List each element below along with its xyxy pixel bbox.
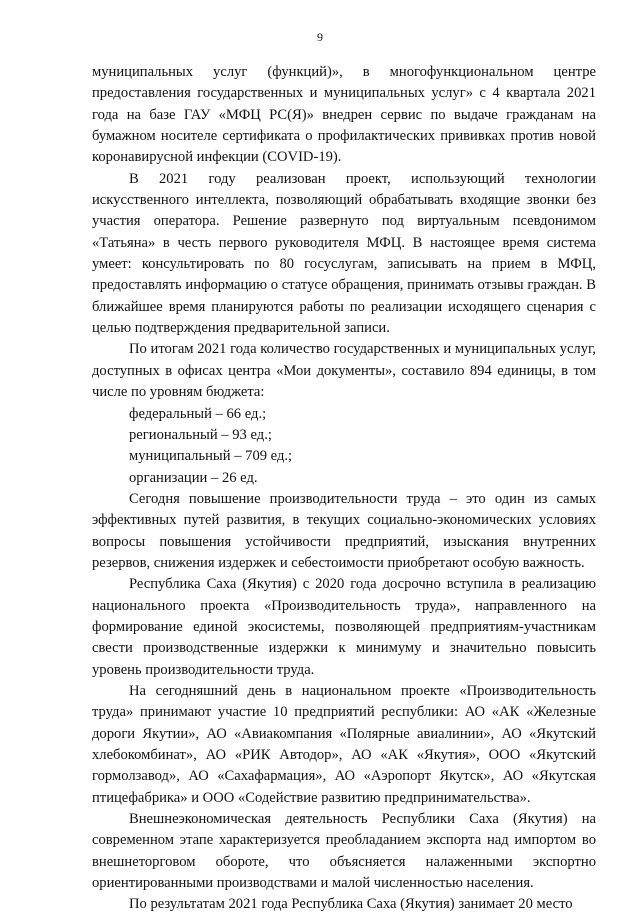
- paragraph-services-count: По итогам 2021 года количество государственных и муниципальных услуг, доступных в офисах центра «Мои документы», составило 894 единицы, в том числе по уровням бюджета:: [92, 341, 596, 401]
- paragraph-participants: На сегодняшний день в национальном проекте «Производительность труда» принимают участие 10 предприятий республики: АО «АК «Железные дороги Якутии», АО «Авиакомпания «Полярные авиалинии», АО «Якутский хлебокомбинат», АО «РИК Автодор», АО «АК «Якутия», ООО «Якутский гормолзавод», АО «Сахафармация», АО «Аэропорт Якутск», АО «Якутская птицефабрика» и ООО «Содействие развитию предпринимательства».: [92, 682, 596, 806]
- paragraph-productivity: Сегодня повышение производительности труда – это один из самых эффективных путей развития, в текущих социально-экономических условиях вопросы повышения устойчивости предприятий, изыскания внутренних резервов, снижения издержек и себестоимости приобретают особую важность.: [92, 490, 596, 571]
- list-item: муниципальный – 709 ед.;: [129, 448, 293, 465]
- list-item: федеральный – 66 ед.;: [129, 405, 267, 422]
- paragraph-foreign-trade: Внешнеэкономическая деятельность Республики Саха (Якутия) на современном этапе характеризуется преобладанием экспорта над импортом во внешнеторговом обороте, что объясняется налаженными экспортно ориентированными производствами и малой численностью населения.: [92, 811, 596, 892]
- paragraph-ai-project: В 2021 году реализован проект, использующий технологии искусственного интеллекта, позволяющий обрабатывать входящие звонки без участия оператора. Решение развернуто под виртуальным псевдонимом «Татьяна» в честь первого руководителя МФЦ. В настоящее время система умеет: консультировать по 80 госуслугам, записывать на прием в МФЦ, предоставлять информацию о статусе обращения, принимать отзывы граждан. В ближайшее время планируются работы по реализации исходящего сценария с целью подтверждения предварительной записи.: [92, 170, 596, 337]
- page-number: 9: [317, 30, 323, 44]
- document-body: [92, 62, 596, 916]
- paragraph-national-project: Республика Саха (Якутия) с 2020 года досрочно вступила в реализацию национального проекта «Производительность труда», направленного на формирование единой экосистемы, позволяющей предприятиям-участникам свести производственные издержки к минимуму и значительно повысить уровень производительности труда.: [92, 576, 596, 678]
- paragraph-results-2021: По результатам 2021 года Республика Саха (Якутия) занимает 20 место: [129, 896, 573, 913]
- paragraph-mfc-certificates: муниципальных услуг (функций)», в многофункциональном центре предоставления государственных и муниципальных услуг» с 4 квартала 2021 года на базе ГАУ «МФЦ РС(Я)» внедрен сервис по выдаче гражданам на бумажном носителе сертификата о профилактических прививках против новой коронавирусной инфекции (COVID-19).: [92, 64, 596, 166]
- budget-levels-list: [92, 404, 596, 489]
- list-item: региональный – 93 ед.;: [129, 426, 272, 443]
- list-item: организации – 26 ед.: [129, 469, 258, 486]
